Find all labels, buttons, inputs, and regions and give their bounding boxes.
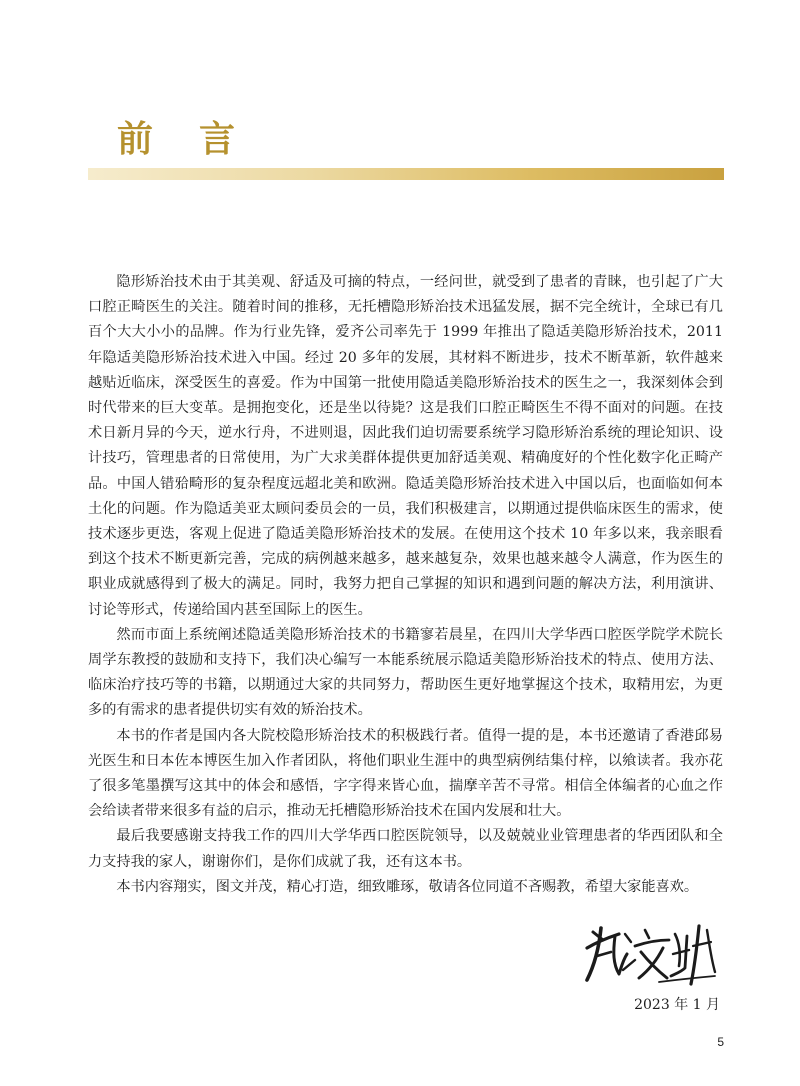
page-title: 前言 — [117, 119, 282, 160]
title-underline-bar — [88, 168, 724, 180]
page-number: 5 — [717, 1035, 724, 1049]
signature-date: 2023 年 1 月 — [634, 997, 720, 1013]
paragraph-4: 最后我要感谢支持我工作的四川大学华西口腔医院领导，以及兢兢业业管理患者的华西团队和全力支持我的家人，谢谢你们，是你们成就了我，还有这本书。 — [88, 828, 723, 870]
preface-body — [88, 270, 723, 900]
handwritten-signature — [575, 912, 725, 990]
paragraph-1: 隐形矫治技术由于其美观、舒适及可摘的特点，一经问世，就受到了患者的青睐，也引起了广大口腔正畸医生的关注。随着时间的推移，无托槽隐形矫治技术迅猛发展，据不完全统计，全球已有几百个大大小小的品牌。作为行业先锋，爱齐公司率先于 1999 年推出了隐适美隐形矫治技术，2011 年隐适美隐形矫治技术进入中国。经过 20 多年的发展，其材料不断进步，技术不断革新，软件越来越贴近临床，深受医生的喜爱。作为中国第一批使用隐适美隐形矫治技术的医生之一，我深刻体会到时代带来的巨大变革。是拥抱变化，还是坐以待毙？这是我们口腔正畸医生不得不面对的问题。在技术日新月异的今天，逆水行舟，不进则退，因此我们迫切需要系统学习隐形矫治系统的理论知识、设计技巧，管理患者的日常使用，为广大求美群体提供更加舒适美观、精确度好的个性化数字化正畸产品。中国人错𬌗畸形的复杂程度远超北美和欧洲。隐适美隐形矫治技术进入中国以后，也面临如何本土化的问题。作为隐适美亚太顾问委员会的一员，我们积极建言，以期通过提供临床医生的需求，使技术逐步更迭，客观上促进了隐适美隐形矫治技术的发展。在使用这个技术 10 年多以来，我亲眼看到这个技术不断更新完善，完成的病例越来越多，越来越复杂，效果也越来越令人满意，作为医生的职业成就感得到了极大的满足。同时，我努力把自己掌握的知识和遇到问题的解决方法，利用演讲、讨论等形式，传递给国内甚至国际上的医生。 — [88, 274, 723, 618]
paragraph-5: 本书内容翔实，图文并茂，精心打造，细致雕琢，敬请各位同道不吝赐教，希望大家能喜欢。 — [116, 878, 699, 895]
paragraph-3: 本书的作者是国内各大院校隐形矫治技术的积极践行者。值得一提的是，本书还邀请了香港邱易光医生和日本佐本博医生加入作者团队，将他们职业生涯中的典型病例结集付梓，以飨读者。我亦花了很多笔墨撰写这其中的体会和感悟，字字得来皆心血，揣摩辛苦不寻常。相信全体编者的心血之作会给读者带来很多有益的启示，推动无托槽隐形矫治技术在国内发展和壮大。 — [88, 727, 723, 820]
paragraph-2: 然而市面上系统阐述隐适美隐形矫治技术的书籍寥若晨星，在四川大学华西口腔医学院学术院长周学东教授的鼓励和支持下，我们决心编写一本能系统展示隐适美隐形矫治技术的特点、使用方法、临床治疗技巧等的书籍，以期通过大家的共同努力，帮助医生更好地掌握这个技术，取精用宏，为更多的有需求的患者提供切实有效的矫治技术。 — [88, 626, 723, 719]
